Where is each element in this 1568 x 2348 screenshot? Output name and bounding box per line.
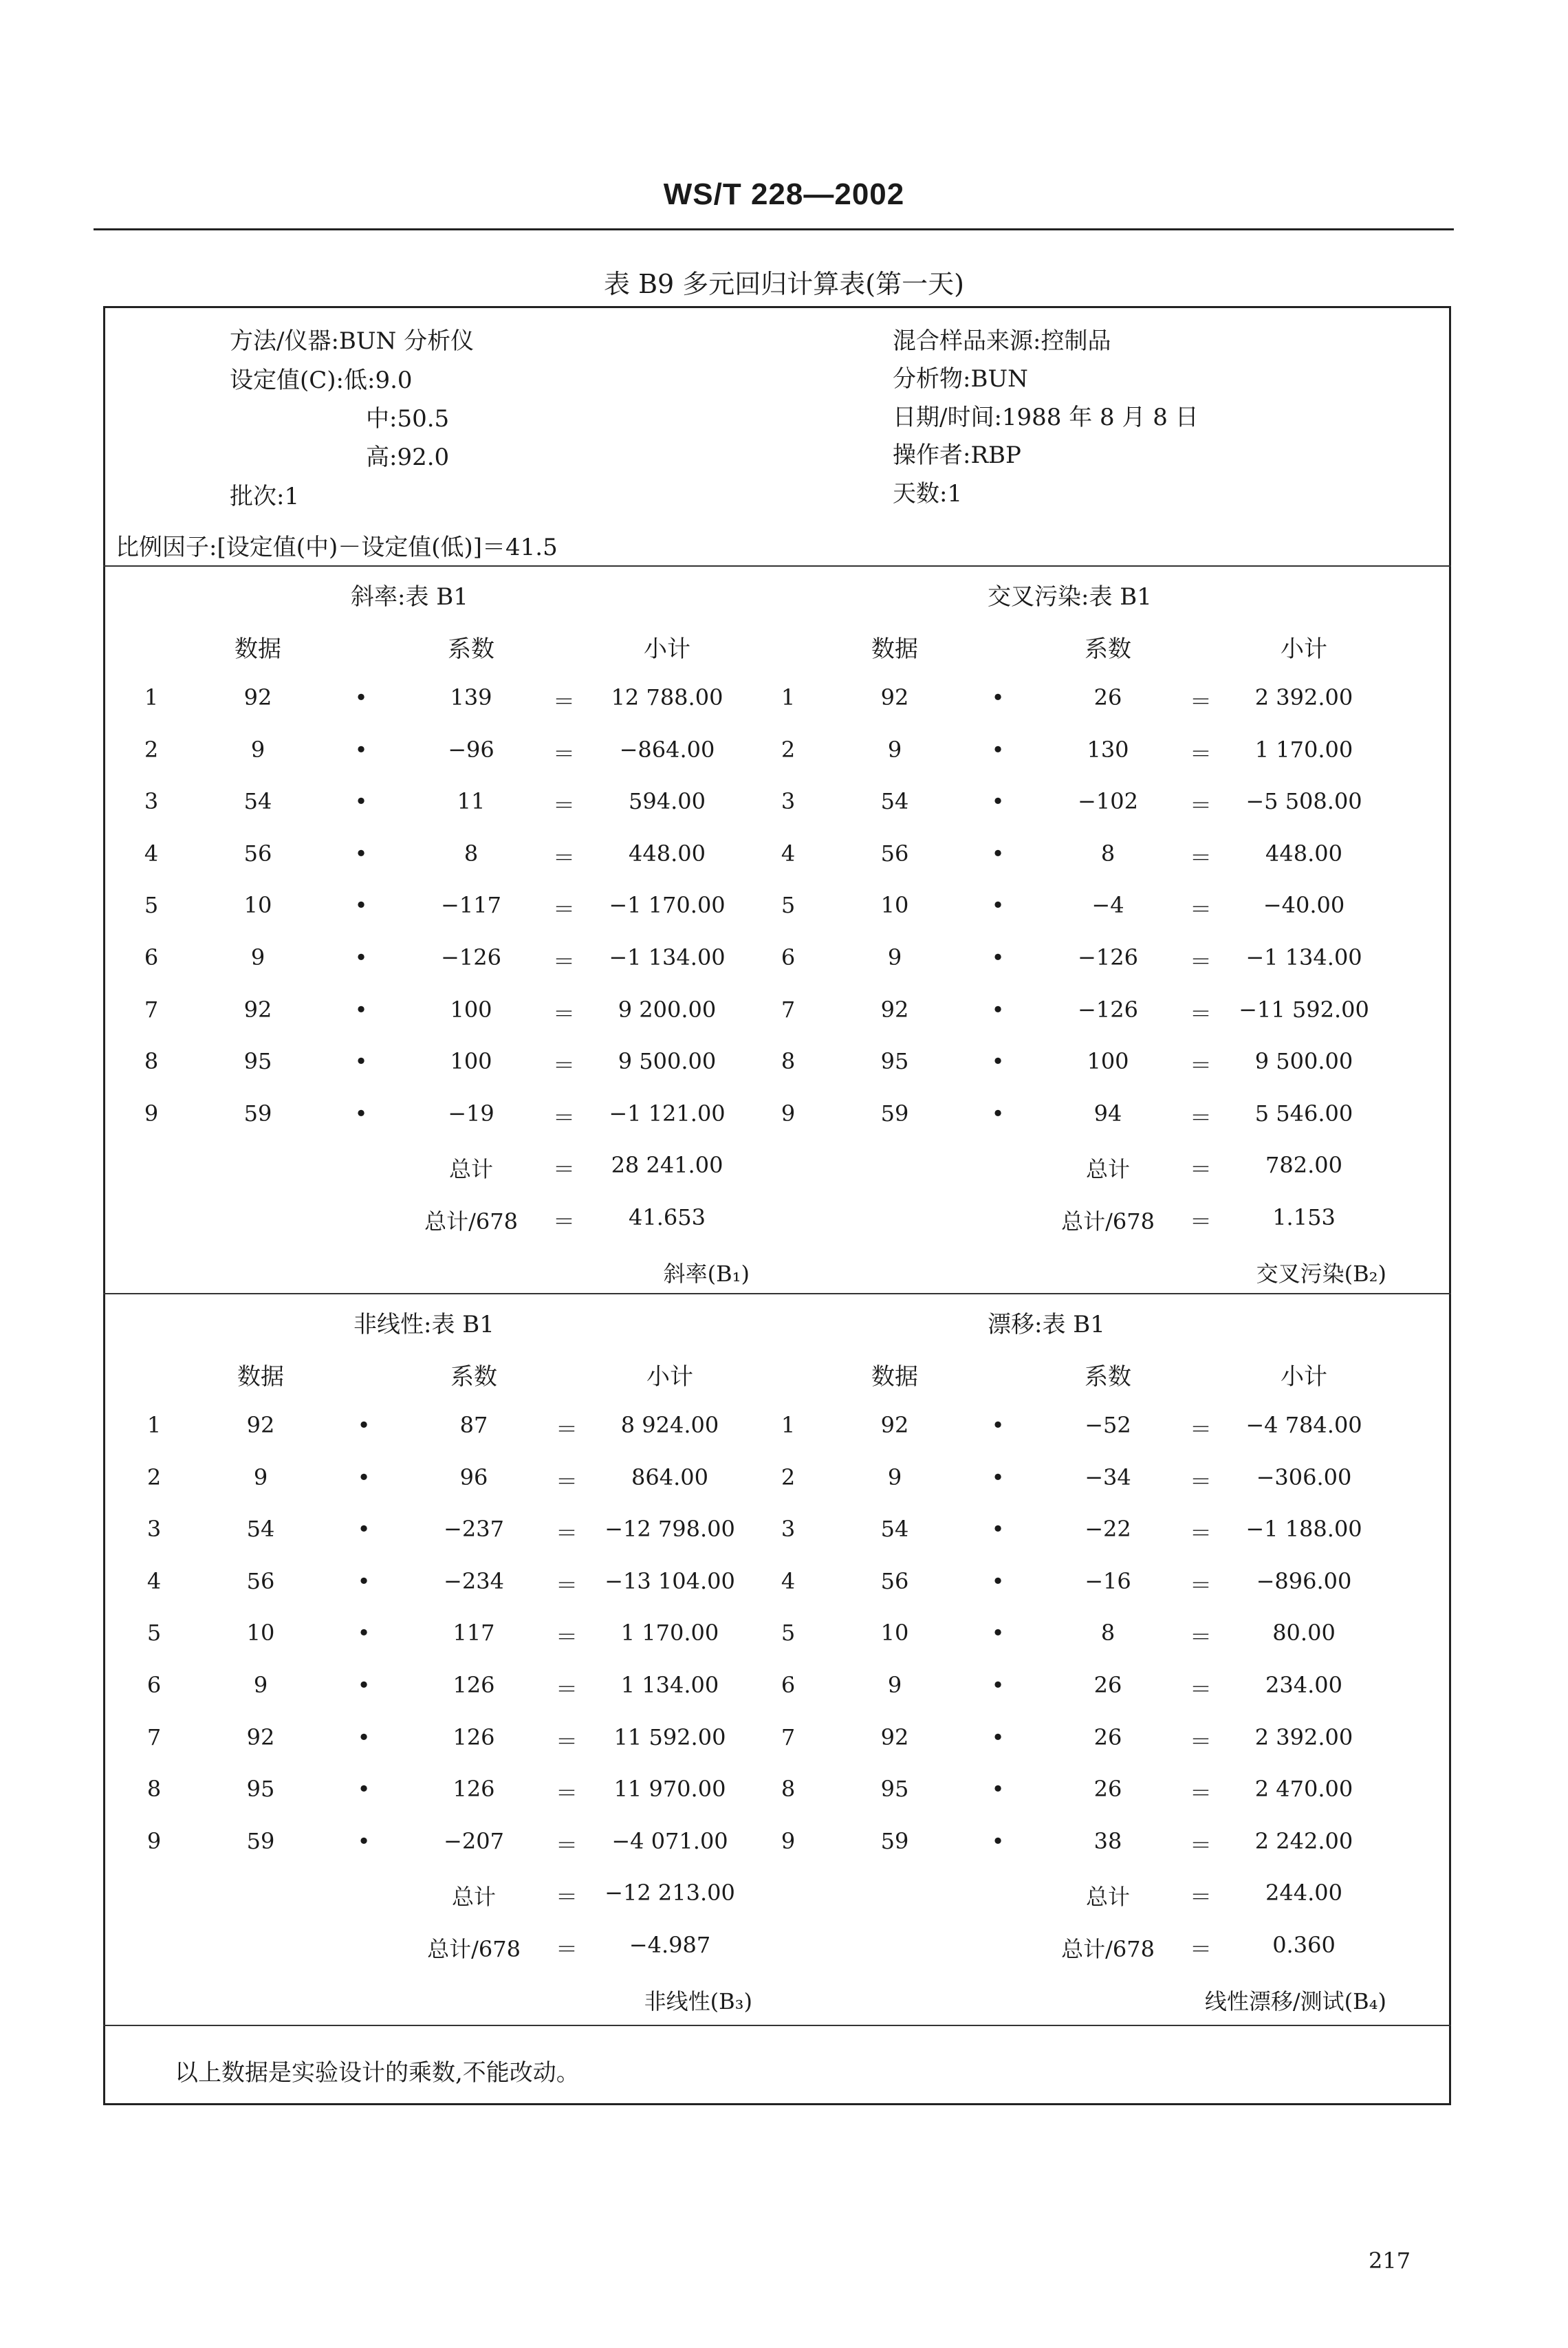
total-value: −12 213.00 bbox=[605, 1880, 735, 1906]
row-subtotal: −1 170.00 bbox=[609, 892, 726, 919]
row-data: 54 bbox=[246, 1516, 275, 1543]
row-subtotal: −1 121.00 bbox=[609, 1100, 726, 1127]
row-data: 92 bbox=[880, 684, 909, 710]
col-header-data: 数据 bbox=[871, 635, 918, 663]
result-label: 线性漂移/测试(B₄) bbox=[1204, 1988, 1386, 2014]
row-data: 92 bbox=[880, 1724, 909, 1750]
row-index: 2 bbox=[144, 736, 159, 763]
col-header-data: 数据 bbox=[237, 1363, 284, 1391]
row-index: 4 bbox=[781, 840, 796, 867]
row-data: 59 bbox=[880, 1827, 909, 1854]
row-index: 1 bbox=[146, 1412, 162, 1438]
row-coef: 100 bbox=[1087, 1048, 1129, 1075]
row-index: 3 bbox=[781, 788, 796, 815]
row-data: 95 bbox=[243, 1048, 272, 1075]
row-data: 92 bbox=[246, 1412, 275, 1438]
equals-sign: ＝ bbox=[555, 1780, 578, 1807]
equals-sign: ＝ bbox=[555, 1416, 578, 1442]
total-label: 总计 bbox=[1085, 1884, 1130, 1911]
row-subtotal: −864.00 bbox=[619, 736, 715, 763]
equals-sign: ＝ bbox=[1189, 948, 1212, 975]
sample-source: 混合样品来源:控制品 bbox=[893, 327, 1111, 355]
row-coef: 126 bbox=[453, 1672, 495, 1698]
col-header-coef: 系数 bbox=[450, 1363, 497, 1391]
total-value: 28 241.00 bbox=[611, 1152, 723, 1179]
row-coef: 96 bbox=[459, 1464, 488, 1490]
equals-sign: ＝ bbox=[555, 1624, 578, 1651]
multiply-dot: • bbox=[357, 1464, 371, 1490]
row-coef: 8 bbox=[464, 840, 479, 867]
multiply-dot: • bbox=[354, 996, 368, 1023]
avg-value: 41.653 bbox=[629, 1204, 706, 1230]
row-coef: −117 bbox=[441, 892, 501, 919]
result-label: 非线性(B₃) bbox=[644, 1988, 752, 2014]
col-header-coef: 系数 bbox=[1085, 635, 1131, 663]
row-index: 3 bbox=[146, 1516, 162, 1543]
row-index: 6 bbox=[781, 1672, 796, 1698]
header-rule bbox=[94, 228, 1454, 230]
multiply-dot: • bbox=[991, 840, 1005, 867]
row-coef: 26 bbox=[1093, 684, 1122, 710]
row-data: 54 bbox=[880, 1516, 909, 1543]
equals-sign: ＝ bbox=[552, 792, 575, 819]
total-label: 总计 bbox=[1085, 1156, 1130, 1183]
multiply-dot: • bbox=[991, 1776, 1005, 1803]
col-header-data: 数据 bbox=[871, 1363, 918, 1391]
row-coef: −4 bbox=[1091, 892, 1124, 919]
row-data: 9 bbox=[250, 944, 265, 970]
multiply-dot: • bbox=[991, 736, 1005, 763]
equals-sign: ＝ bbox=[552, 844, 575, 871]
multiply-dot: • bbox=[991, 684, 1005, 710]
equals-sign: ＝ bbox=[552, 740, 575, 767]
row-index: 7 bbox=[781, 1724, 796, 1750]
multiply-dot: • bbox=[357, 1620, 371, 1646]
row-data: 92 bbox=[880, 996, 909, 1023]
row-subtotal: −40.00 bbox=[1263, 892, 1345, 919]
avg-label: 总计/678 bbox=[424, 1208, 518, 1235]
equals-sign: ＝ bbox=[1189, 1624, 1212, 1651]
scale-factor: 比例因子:[设定值(中)－设定值(低)]＝41.5 bbox=[116, 534, 558, 561]
equals-sign: ＝ bbox=[552, 1104, 575, 1131]
row-data: 9 bbox=[887, 736, 902, 763]
multiply-dot: • bbox=[357, 1724, 371, 1750]
row-data: 95 bbox=[880, 1776, 909, 1803]
row-index: 5 bbox=[781, 1620, 796, 1646]
avg-value: 1.153 bbox=[1272, 1204, 1336, 1230]
row-data: 56 bbox=[880, 1567, 909, 1594]
setpoint-mid: 中:50.5 bbox=[366, 405, 450, 433]
multiply-dot: • bbox=[991, 996, 1005, 1023]
row-data: 10 bbox=[880, 892, 909, 919]
multiply-dot: • bbox=[991, 892, 1005, 919]
row-subtotal: −1 134.00 bbox=[1245, 944, 1362, 970]
row-subtotal: 12 788.00 bbox=[611, 684, 723, 710]
equals-sign: ＝ bbox=[552, 896, 575, 923]
row-coef: −22 bbox=[1085, 1516, 1131, 1543]
equals-sign: ＝ bbox=[1189, 1468, 1212, 1494]
multiply-dot: • bbox=[991, 1827, 1005, 1854]
row-subtotal: 9 500.00 bbox=[1254, 1048, 1353, 1075]
total-value: 244.00 bbox=[1265, 1880, 1342, 1906]
row-index: 4 bbox=[144, 840, 159, 867]
row-index: 6 bbox=[146, 1672, 162, 1698]
row-index: 9 bbox=[146, 1827, 162, 1854]
row-subtotal: 9 500.00 bbox=[618, 1048, 717, 1075]
equals-sign: ＝ bbox=[552, 1000, 575, 1027]
row-index: 8 bbox=[146, 1776, 162, 1803]
batch-label: 批次:1 bbox=[230, 483, 300, 510]
row-coef: −102 bbox=[1078, 788, 1138, 815]
row-coef: 26 bbox=[1093, 1724, 1122, 1750]
col-header-subtotal: 小计 bbox=[644, 635, 690, 663]
equals-sign: ＝ bbox=[555, 1884, 578, 1911]
col-header-subtotal: 小计 bbox=[1281, 635, 1327, 663]
datetime: 日期/时间:1988 年 8 月 8 日 bbox=[893, 404, 1199, 431]
col-header-subtotal: 小计 bbox=[1281, 1363, 1327, 1391]
row-index: 2 bbox=[146, 1464, 162, 1490]
equals-sign: ＝ bbox=[1189, 1728, 1212, 1754]
method-label: 方法/仪器:BUN 分析仪 bbox=[230, 327, 475, 355]
col-header-coef: 系数 bbox=[1085, 1363, 1131, 1391]
avg-label: 总计/678 bbox=[1061, 1208, 1155, 1235]
multiply-dot: • bbox=[357, 1776, 371, 1803]
multiply-dot: • bbox=[357, 1672, 371, 1698]
row-subtotal: −896.00 bbox=[1256, 1567, 1352, 1594]
multiply-dot: • bbox=[354, 840, 368, 867]
row-index: 1 bbox=[781, 1412, 796, 1438]
row-subtotal: −1 134.00 bbox=[609, 944, 726, 970]
equals-sign: ＝ bbox=[1189, 1831, 1212, 1858]
row-index: 2 bbox=[781, 736, 796, 763]
equals-sign: ＝ bbox=[555, 1572, 578, 1598]
row-coef: 87 bbox=[459, 1412, 488, 1438]
row-data: 10 bbox=[246, 1620, 275, 1646]
section-title: 漂移:表 B1 bbox=[988, 1311, 1105, 1338]
equals-sign: ＝ bbox=[552, 948, 575, 975]
row-index: 9 bbox=[144, 1100, 159, 1127]
equals-sign: ＝ bbox=[1189, 1780, 1212, 1807]
row-data: 9 bbox=[887, 1672, 902, 1698]
row-coef: −126 bbox=[1078, 996, 1138, 1023]
row-subtotal: −12 798.00 bbox=[605, 1516, 735, 1543]
equals-sign: ＝ bbox=[552, 1052, 575, 1079]
row-index: 9 bbox=[781, 1827, 796, 1854]
row-data: 56 bbox=[880, 840, 909, 867]
row-data: 92 bbox=[880, 1412, 909, 1438]
operator: 操作者:RBP bbox=[893, 442, 1021, 469]
multiply-dot: • bbox=[357, 1516, 371, 1543]
row-index: 3 bbox=[781, 1516, 796, 1543]
footnote: 以上数据是实验设计的乘数,不能改动。 bbox=[175, 2059, 580, 2087]
row-data: 10 bbox=[880, 1620, 909, 1646]
row-coef: 126 bbox=[453, 1724, 495, 1750]
avg-label: 总计/678 bbox=[427, 1936, 521, 1962]
total-value: 782.00 bbox=[1265, 1152, 1342, 1179]
equals-sign: ＝ bbox=[555, 1831, 578, 1858]
row-index: 6 bbox=[781, 944, 796, 970]
equals-sign: ＝ bbox=[1189, 1676, 1212, 1702]
row-coef: −52 bbox=[1085, 1412, 1131, 1438]
row-data: 95 bbox=[246, 1776, 275, 1803]
row-index: 5 bbox=[146, 1620, 162, 1646]
days: 天数:1 bbox=[893, 480, 963, 508]
row-subtotal: 9 200.00 bbox=[618, 996, 717, 1023]
row-subtotal: 1 134.00 bbox=[620, 1672, 719, 1698]
row-index: 8 bbox=[781, 1776, 796, 1803]
section-title: 斜率:表 B1 bbox=[351, 583, 468, 611]
equals-sign: ＝ bbox=[1189, 1104, 1212, 1131]
row-data: 10 bbox=[243, 892, 272, 919]
row-coef: 117 bbox=[453, 1620, 495, 1646]
row-subtotal: 2 392.00 bbox=[1254, 684, 1353, 710]
divider-footnote bbox=[103, 2025, 1451, 2026]
multiply-dot: • bbox=[991, 1048, 1005, 1075]
equals-sign: ＝ bbox=[1189, 1052, 1212, 1079]
equals-sign: ＝ bbox=[552, 1156, 575, 1183]
row-subtotal: −4 071.00 bbox=[611, 1827, 728, 1854]
row-subtotal: 11 592.00 bbox=[613, 1724, 726, 1750]
row-data: 9 bbox=[253, 1464, 268, 1490]
row-coef: 26 bbox=[1093, 1672, 1122, 1698]
equals-sign: ＝ bbox=[1189, 1520, 1212, 1547]
avg-value: −4.987 bbox=[629, 1932, 711, 1958]
multiply-dot: • bbox=[357, 1827, 371, 1854]
row-index: 4 bbox=[781, 1567, 796, 1594]
multiply-dot: • bbox=[991, 1620, 1005, 1646]
row-coef: 126 bbox=[453, 1776, 495, 1803]
row-subtotal: −306.00 bbox=[1256, 1464, 1352, 1490]
multiply-dot: • bbox=[354, 788, 368, 815]
row-data: 59 bbox=[243, 1100, 272, 1127]
col-header-subtotal: 小计 bbox=[646, 1363, 693, 1391]
row-subtotal: 594.00 bbox=[629, 788, 706, 815]
equals-sign: ＝ bbox=[1189, 740, 1212, 767]
equals-sign: ＝ bbox=[1189, 1156, 1212, 1183]
multiply-dot: • bbox=[354, 944, 368, 970]
multiply-dot: • bbox=[991, 944, 1005, 970]
multiply-dot: • bbox=[991, 788, 1005, 815]
row-data: 9 bbox=[253, 1672, 268, 1698]
row-data: 56 bbox=[246, 1567, 275, 1594]
row-coef: −16 bbox=[1085, 1567, 1131, 1594]
row-subtotal: −4 784.00 bbox=[1245, 1412, 1362, 1438]
row-index: 6 bbox=[144, 944, 159, 970]
row-subtotal: 2 242.00 bbox=[1254, 1827, 1353, 1854]
row-coef: 100 bbox=[450, 1048, 492, 1075]
row-data: 56 bbox=[243, 840, 272, 867]
row-index: 7 bbox=[144, 996, 159, 1023]
multiply-dot: • bbox=[991, 1672, 1005, 1698]
equals-sign: ＝ bbox=[1189, 844, 1212, 871]
row-index: 9 bbox=[781, 1100, 796, 1127]
setpoint-low: 设定值(C):低:9.0 bbox=[230, 367, 413, 394]
equals-sign: ＝ bbox=[552, 688, 575, 715]
row-subtotal: 80.00 bbox=[1272, 1620, 1336, 1646]
total-label: 总计 bbox=[451, 1884, 496, 1911]
row-index: 3 bbox=[144, 788, 159, 815]
row-data: 59 bbox=[880, 1100, 909, 1127]
row-data: 59 bbox=[246, 1827, 275, 1854]
row-coef: −237 bbox=[444, 1516, 504, 1543]
row-coef: 11 bbox=[457, 788, 486, 815]
row-data: 92 bbox=[243, 684, 272, 710]
row-index: 2 bbox=[781, 1464, 796, 1490]
total-label: 总计 bbox=[448, 1156, 493, 1183]
row-coef: −234 bbox=[444, 1567, 504, 1594]
row-index: 7 bbox=[146, 1724, 162, 1750]
result-label: 交叉污染(B₂) bbox=[1256, 1260, 1386, 1287]
multiply-dot: • bbox=[357, 1412, 371, 1438]
equals-sign: ＝ bbox=[1189, 688, 1212, 715]
equals-sign: ＝ bbox=[1189, 1000, 1212, 1027]
multiply-dot: • bbox=[354, 892, 368, 919]
row-coef: −34 bbox=[1085, 1464, 1131, 1490]
row-coef: 38 bbox=[1093, 1827, 1122, 1854]
row-subtotal: −11 592.00 bbox=[1239, 996, 1369, 1023]
row-index: 7 bbox=[781, 996, 796, 1023]
equals-sign: ＝ bbox=[555, 1676, 578, 1702]
multiply-dot: • bbox=[354, 736, 368, 763]
multiply-dot: • bbox=[991, 1516, 1005, 1543]
row-subtotal: 5 546.00 bbox=[1254, 1100, 1353, 1127]
row-subtotal: 1 170.00 bbox=[1254, 736, 1353, 763]
row-data: 9 bbox=[887, 944, 902, 970]
page-number: 217 bbox=[1369, 2248, 1411, 2274]
standard-code: WS/T 228—2002 bbox=[663, 177, 905, 211]
row-index: 8 bbox=[144, 1048, 159, 1075]
equals-sign: ＝ bbox=[555, 1936, 578, 1962]
row-coef: −96 bbox=[448, 736, 494, 763]
result-label: 斜率(B₁) bbox=[663, 1260, 750, 1287]
equals-sign: ＝ bbox=[1189, 1572, 1212, 1598]
row-data: 54 bbox=[243, 788, 272, 815]
row-coef: 100 bbox=[450, 996, 492, 1023]
row-coef: −126 bbox=[1078, 944, 1138, 970]
row-coef: 139 bbox=[450, 684, 492, 710]
row-index: 5 bbox=[781, 892, 796, 919]
row-index: 1 bbox=[144, 684, 159, 710]
equals-sign: ＝ bbox=[555, 1520, 578, 1547]
row-coef: −207 bbox=[444, 1827, 504, 1854]
equals-sign: ＝ bbox=[555, 1468, 578, 1494]
avg-label: 总计/678 bbox=[1061, 1936, 1155, 1962]
setpoint-high: 高:92.0 bbox=[366, 444, 450, 471]
row-coef: −19 bbox=[448, 1100, 494, 1127]
multiply-dot: • bbox=[991, 1412, 1005, 1438]
row-data: 95 bbox=[880, 1048, 909, 1075]
row-subtotal: 448.00 bbox=[1265, 840, 1342, 867]
row-coef: −126 bbox=[441, 944, 501, 970]
row-subtotal: 864.00 bbox=[631, 1464, 708, 1490]
row-index: 5 bbox=[144, 892, 159, 919]
equals-sign: ＝ bbox=[1189, 1936, 1212, 1962]
multiply-dot: • bbox=[991, 1567, 1005, 1594]
multiply-dot: • bbox=[354, 1048, 368, 1075]
equals-sign: ＝ bbox=[555, 1728, 578, 1754]
row-subtotal: −5 508.00 bbox=[1245, 788, 1362, 815]
row-subtotal: −13 104.00 bbox=[605, 1567, 735, 1594]
multiply-dot: • bbox=[991, 1724, 1005, 1750]
multiply-dot: • bbox=[354, 684, 368, 710]
multiply-dot: • bbox=[991, 1464, 1005, 1490]
row-subtotal: 1 170.00 bbox=[620, 1620, 719, 1646]
multiply-dot: • bbox=[991, 1100, 1005, 1127]
divider-info bbox=[103, 565, 1451, 567]
row-coef: 130 bbox=[1087, 736, 1129, 763]
row-subtotal: 2 470.00 bbox=[1254, 1776, 1353, 1803]
row-data: 92 bbox=[243, 996, 272, 1023]
row-coef: 8 bbox=[1100, 840, 1115, 867]
analyte: 分析物:BUN bbox=[893, 365, 1028, 393]
section-title: 非线性:表 B1 bbox=[353, 1311, 494, 1338]
row-index: 1 bbox=[781, 684, 796, 710]
row-coef: 8 bbox=[1100, 1620, 1115, 1646]
row-subtotal: 2 392.00 bbox=[1254, 1724, 1353, 1750]
row-subtotal: 8 924.00 bbox=[620, 1412, 719, 1438]
equals-sign: ＝ bbox=[1189, 792, 1212, 819]
multiply-dot: • bbox=[357, 1567, 371, 1594]
col-header-coef: 系数 bbox=[448, 635, 494, 663]
row-subtotal: 234.00 bbox=[1265, 1672, 1342, 1698]
row-coef: 26 bbox=[1093, 1776, 1122, 1803]
equals-sign: ＝ bbox=[1189, 1416, 1212, 1442]
table-title: 表 B9 多元回归计算表(第一天) bbox=[604, 269, 964, 299]
row-subtotal: 11 970.00 bbox=[613, 1776, 726, 1803]
row-index: 4 bbox=[146, 1567, 162, 1594]
equals-sign: ＝ bbox=[552, 1208, 575, 1235]
row-data: 9 bbox=[887, 1464, 902, 1490]
avg-value: 0.360 bbox=[1272, 1932, 1336, 1958]
row-subtotal: 448.00 bbox=[629, 840, 706, 867]
multiply-dot: • bbox=[354, 1100, 368, 1127]
row-data: 9 bbox=[250, 736, 265, 763]
col-header-data: 数据 bbox=[235, 635, 281, 663]
equals-sign: ＝ bbox=[1189, 1884, 1212, 1911]
row-subtotal: −1 188.00 bbox=[1245, 1516, 1362, 1543]
row-index: 8 bbox=[781, 1048, 796, 1075]
divider-middle bbox=[103, 1293, 1451, 1294]
equals-sign: ＝ bbox=[1189, 896, 1212, 923]
row-data: 92 bbox=[246, 1724, 275, 1750]
row-data: 54 bbox=[880, 788, 909, 815]
equals-sign: ＝ bbox=[1189, 1208, 1212, 1235]
row-coef: 94 bbox=[1093, 1100, 1122, 1127]
section-title: 交叉污染:表 B1 bbox=[988, 583, 1152, 611]
